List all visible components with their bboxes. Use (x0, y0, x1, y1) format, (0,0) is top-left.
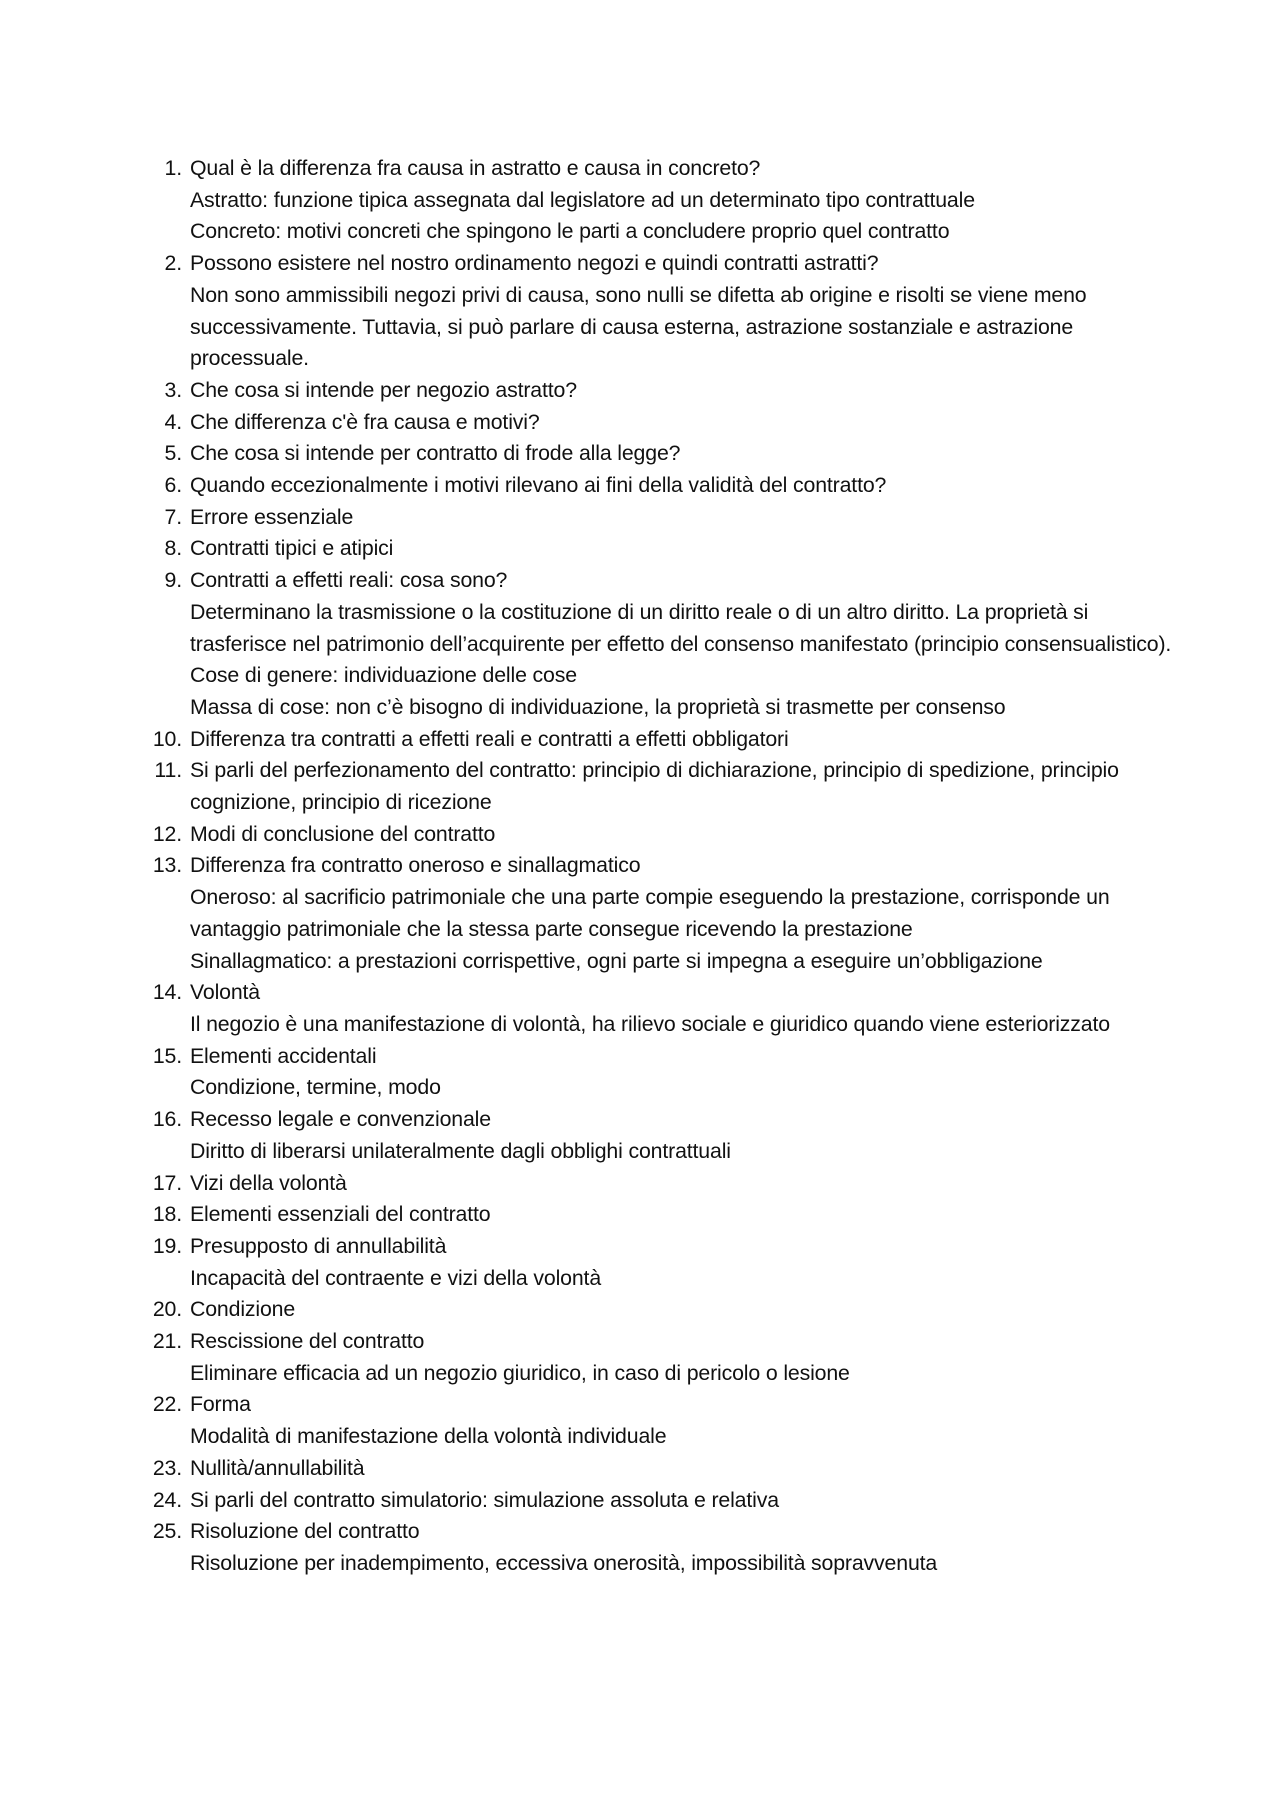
question-text: Si parli del contratto simulatorio: simulazione assoluta e relativa (190, 1487, 779, 1512)
list-item (150, 724, 1180, 756)
list-item (150, 1294, 1180, 1326)
question-text: Forma (190, 1392, 251, 1417)
answer-text: Cose di genere: individuazione delle cose (190, 663, 577, 688)
list-item (150, 1389, 1180, 1452)
question-text: Contratti a effetti reali: cosa sono? (190, 568, 508, 593)
item-number: 7. (164, 504, 182, 529)
question-text: Recesso legale e convenzionale (190, 1107, 491, 1132)
list-item (150, 1326, 1180, 1389)
question-text: Differenza fra contratto oneroso e sinallagmatico (190, 853, 641, 878)
item-number: 9. (164, 568, 182, 593)
item-number: 20. (152, 1297, 182, 1322)
question-text: Che cosa si intende per negozio astratto? (190, 377, 577, 402)
question-text: Che differenza c'è fra causa e motivi? (190, 409, 540, 434)
list-item (150, 1199, 1180, 1231)
question-text: Modi di conclusione del contratto (190, 821, 496, 846)
answer-text: Incapacità del contraente e vizi della volontà (190, 1265, 602, 1290)
item-number: 1. (164, 156, 182, 180)
list-item (150, 755, 1180, 818)
question-text: Possono esistere nel nostro ordinamento negozi e quindi contratti astratti? (190, 251, 879, 276)
question-text: Quando eccezionalmente i motivi rilevano ai fini della validità del contratto? (190, 473, 887, 498)
item-number: 24. (152, 1487, 182, 1512)
item-number: 25. (152, 1519, 182, 1544)
question-text: Rescissione del contratto (190, 1329, 425, 1354)
question-text: Condizione (190, 1297, 296, 1322)
answer-text: Risoluzione per inadempimento, eccessiva onerosità, impossibilità sopravvenuta (190, 1550, 938, 1575)
list-item (150, 502, 1180, 534)
list-item (150, 1041, 1180, 1104)
question-text: Nullità/annullabilità (190, 1455, 365, 1480)
item-number: 2. (164, 251, 182, 276)
answer-text: Condizione, termine, modo (190, 1075, 441, 1100)
answer-text: Diritto di liberarsi unilateralmente dagli obblighi contrattuali (190, 1138, 731, 1163)
list-item (150, 565, 1180, 724)
answer-text: Modalità di manifestazione della volontà individuale (190, 1424, 667, 1449)
item-number: 21. (152, 1329, 182, 1354)
list-item (150, 977, 1180, 1040)
item-number: 6. (164, 473, 182, 498)
item-number: 10. (152, 726, 182, 751)
list-item (150, 1104, 1180, 1167)
list-item (150, 1453, 1180, 1485)
item-number: 15. (152, 1043, 182, 1068)
item-number: 23. (152, 1455, 182, 1480)
list-item (150, 438, 1180, 470)
answer-text: Determinano la trasmissione o la costituzione di un diritto reale o di un altro diritto. La proprietà si trasferisce nel patrimonio dell’acquirente per effetto del consenso manifestato (principio consensualistico). (190, 599, 1172, 656)
list-item (150, 470, 1180, 502)
list-item (150, 819, 1180, 851)
question-text: Elementi accidentali (190, 1043, 377, 1068)
question-text: Che cosa si intende per contratto di frode alla legge? (190, 441, 681, 466)
question-text: Contratti tipici e atipici (190, 536, 394, 561)
answer-text: Oneroso: al sacrificio patrimoniale che una parte compie eseguendo la prestazione, corrisponde un vantaggio patrimoniale che la stessa parte consegue ricevendo la prestazione (190, 885, 1110, 941)
question-text: Elementi essenziali del contratto (190, 1202, 491, 1227)
item-number: 4. (164, 409, 182, 434)
item-number: 8. (164, 536, 182, 561)
item-number: 17. (152, 1170, 182, 1195)
question-text: Si parli del perfezionamento del contratto: principio di dichiarazione, principio di spedizione, principio cognizione, principio di ricezione (190, 758, 1119, 815)
item-number: 18. (152, 1202, 182, 1227)
question-text: Qual è la differenza fra causa in astratto e causa in concreto? (190, 156, 761, 180)
answer-text: Astratto: funzione tipica assegnata dal legislatore ad un determinato tipo contrattuale (190, 187, 975, 212)
list-item (150, 1485, 1180, 1517)
item-number: 12. (152, 821, 182, 846)
question-text: Vizi della volontà (190, 1170, 347, 1195)
item-number: 5. (164, 441, 182, 466)
answer-text: Massa di cose: non c’è bisogno di individuazione, la proprietà si trasmette per consenso (190, 694, 1006, 719)
item-number: 22. (152, 1392, 182, 1417)
item-number: 11. (154, 758, 182, 783)
answer-text: Concreto: motivi concreti che spingono le parti a concludere proprio quel contratto (190, 219, 950, 244)
question-text: Risoluzione del contratto (190, 1519, 420, 1544)
item-number: 13. (152, 853, 182, 878)
item-number: 14. (152, 980, 182, 1005)
list-item (150, 375, 1180, 407)
answer-text: Sinallagmatico: a prestazioni corrispettive, ogni parte si impegna a eseguire un’obbligazione (190, 948, 1043, 973)
answer-text: Il negozio è una manifestazione di volontà, ha rilievo sociale e giuridico quando viene esteriorizzato (190, 1011, 1110, 1036)
list-item (150, 1168, 1180, 1200)
item-number: 19. (152, 1233, 182, 1258)
question-text: Volontà (190, 980, 261, 1005)
list-item (150, 248, 1180, 375)
list-item (150, 1231, 1180, 1294)
item-number: 3. (164, 377, 182, 402)
list-item (150, 1516, 1180, 1579)
list-item (150, 153, 1180, 248)
answer-text: Eliminare efficacia ad un negozio giuridico, in caso di pericolo o lesione (190, 1360, 850, 1385)
question-text: Presupposto di annullabilità (190, 1233, 447, 1258)
item-number: 16. (152, 1107, 182, 1132)
list-item (150, 407, 1180, 439)
question-list (150, 153, 1180, 1580)
list-item (150, 850, 1180, 977)
question-text: Differenza tra contratti a effetti reali e contratti a effetti obbligatori (190, 726, 789, 751)
answer-text: Non sono ammissibili negozi privi di causa, sono nulli se difetta ab origine e risolti se viene meno successivamente. Tuttavia, si può parlare di causa esterna, astrazione sostanziale e astrazione processuale. (190, 282, 1087, 371)
list-item (150, 533, 1180, 565)
question-text: Errore essenziale (190, 504, 354, 529)
